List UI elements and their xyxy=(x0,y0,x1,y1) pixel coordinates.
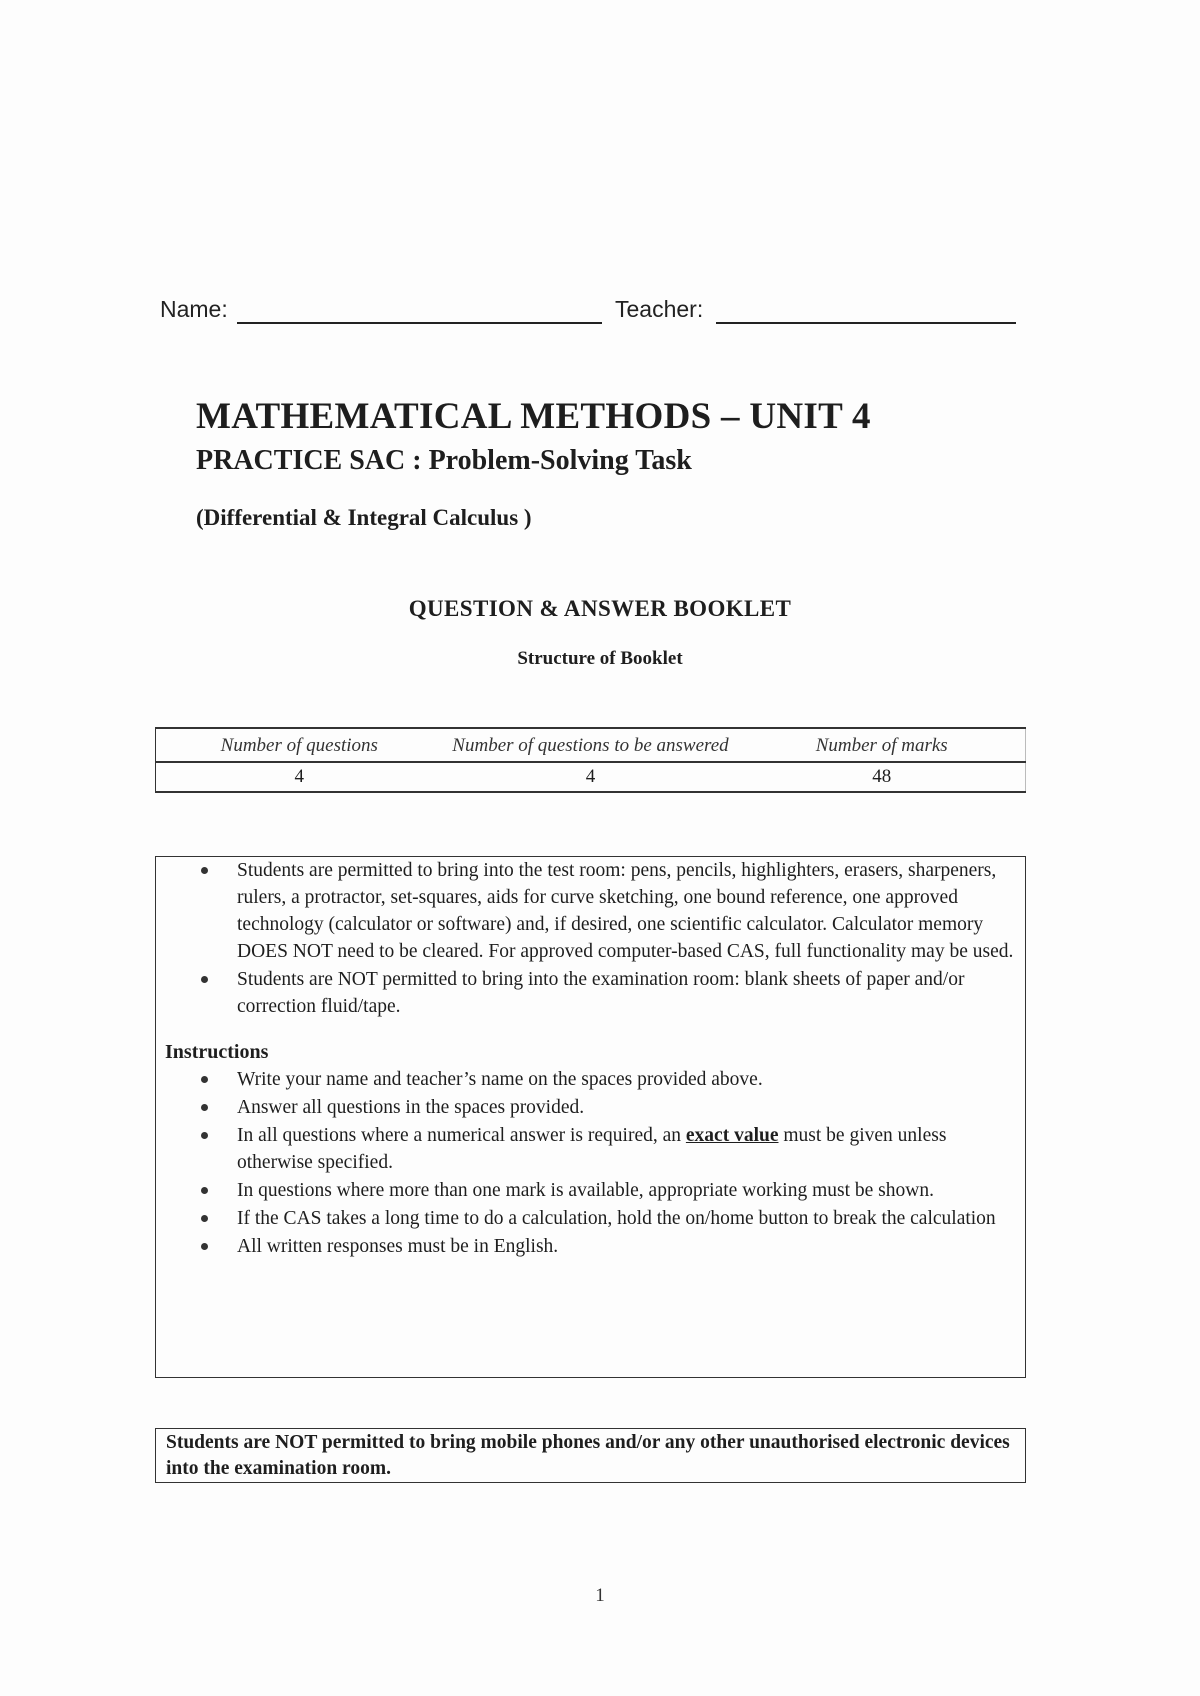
teacher-blank-line[interactable] xyxy=(716,322,1016,324)
list-item xyxy=(156,1066,1025,1093)
bullet-icon xyxy=(201,1076,208,1083)
instructions-list xyxy=(156,1066,1025,1260)
bullet-icon xyxy=(201,867,208,874)
permitted-items-list xyxy=(156,857,1025,1020)
booklet-heading: QUESTION & ANSWER BOOKLET xyxy=(408,596,792,621)
not-permitted-text: Students are NOT permitted to bring into the examination room: blank sheets of paper and/or correction fluid/tape. xyxy=(237,969,965,1017)
instruction-text: All written responses must be in English. xyxy=(237,1236,559,1257)
cell-number-of-marks: 48 xyxy=(738,762,1025,792)
bullet-icon xyxy=(201,1243,208,1250)
cell-questions-to-answer: 4 xyxy=(443,762,739,792)
instructions-heading: Instructions xyxy=(165,1041,269,1063)
list-item xyxy=(156,857,1025,965)
header-number-of-questions: Number of questions xyxy=(156,728,443,762)
list-item xyxy=(156,1094,1025,1121)
instruction-text: If the CAS takes a long time to do a calculation, hold the on/home button to break the calculation xyxy=(237,1208,996,1229)
bullet-icon xyxy=(201,1215,208,1222)
header-number-of-marks: Number of marks xyxy=(738,728,1025,762)
list-item xyxy=(156,1122,1025,1176)
instruction-text: In questions where more than one mark is available, appropriate working must be shown. xyxy=(237,1180,934,1201)
permitted-text: Students are permitted to bring into the test room: pens, pencils, highlighters, erasers, sharpeners, rulers, a protractor, set-squares, aids for curve sketching, one bound reference, one approved technology (calculator or software) and, if desired, one scientific calculator. Calculator memory DOES NOT need to be cleared. For approved computer-based CAS, full functionality may be used. xyxy=(237,860,1014,962)
title-block xyxy=(196,395,1056,533)
instruction-text: Answer all questions in the spaces provided. xyxy=(237,1097,585,1118)
bullet-icon xyxy=(201,976,208,983)
name-teacher-row xyxy=(160,292,1020,326)
instructions-box xyxy=(155,856,1026,1378)
exact-value-emphasis: exact value xyxy=(685,1125,779,1146)
name-label: Name: xyxy=(160,296,228,322)
page-number: 1 xyxy=(595,1585,605,1606)
list-item xyxy=(156,1205,1025,1232)
topic-subtitle: (Differential & Integral Calculus ) xyxy=(196,505,532,530)
bullet-icon xyxy=(201,1132,208,1139)
teacher-label: Teacher: xyxy=(615,296,704,322)
name-blank-line[interactable] xyxy=(237,322,602,324)
structure-table-row xyxy=(156,762,1026,792)
warning-box xyxy=(155,1428,1026,1483)
warning-text: Students are NOT permitted to bring mobile phones and/or any other unauthorised electronic devices into the examination room. xyxy=(166,1432,1010,1479)
page-subtitle: PRACTICE SAC : Problem-Solving Task xyxy=(196,445,692,476)
page-title: MATHEMATICAL METHODS – UNIT 4 xyxy=(196,396,871,437)
header-questions-to-answer: Number of questions to be answered xyxy=(443,728,739,762)
instruction-exact-after: must be given unless otherwise specified. xyxy=(237,1125,947,1173)
structure-heading: Structure of Booklet xyxy=(517,648,683,669)
instruction-exact-before: In all questions where a numerical answer is required, an xyxy=(237,1125,686,1146)
bullet-icon xyxy=(201,1187,208,1194)
instruction-text: Write your name and teacher’s name on the spaces provided above. xyxy=(237,1069,763,1090)
list-item xyxy=(156,966,1025,1020)
structure-table xyxy=(155,727,1026,793)
list-item xyxy=(156,1177,1025,1204)
structure-table-header-row xyxy=(156,728,1026,762)
bullet-icon xyxy=(201,1104,208,1111)
list-item xyxy=(156,1233,1025,1260)
cell-number-of-questions: 4 xyxy=(156,762,443,792)
